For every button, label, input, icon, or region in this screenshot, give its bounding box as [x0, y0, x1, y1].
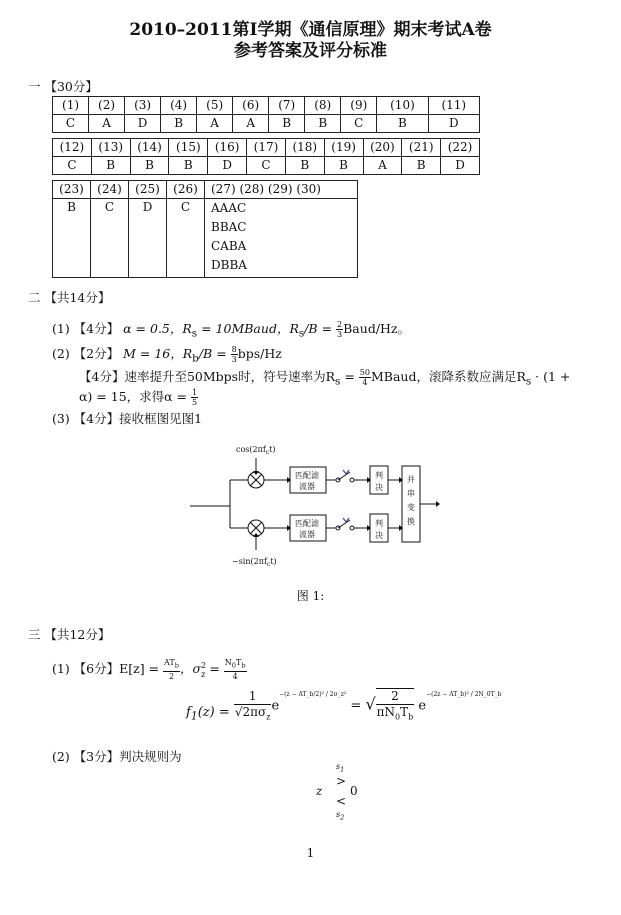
frac-den: $√2\pi\sigma_z$: [234, 704, 271, 721]
q-answer-9: A: [363, 157, 402, 175]
upper-mf-label-2: 波器: [299, 482, 315, 491]
q-label-3: (14): [130, 139, 169, 157]
q-label-7: (7): [269, 97, 305, 115]
sec2-p2b-sub2: s: [525, 375, 532, 388]
title-line-1: 2010–2011第I学期《通信原理》期末考试A卷: [129, 20, 492, 40]
q-answer-2: A: [89, 115, 125, 133]
rule-s1: $s_1$: [336, 762, 345, 774]
q-label-1: (12): [53, 139, 92, 157]
section-1-heading: 一 【30分】: [28, 79, 98, 94]
q27-30-answers: [205, 199, 358, 278]
q-answer-7: B: [269, 115, 305, 133]
frac-num: 2: [376, 689, 415, 705]
eq-frac-1: [234, 689, 272, 724]
sec2-p3-label: (3) 【4分】: [52, 411, 120, 426]
q-label-7: (18): [285, 139, 324, 157]
q-label-6: (17): [247, 139, 286, 157]
q26-answer: C: [167, 199, 205, 278]
q-answer-1: C: [53, 115, 89, 133]
ps-label-2: 串: [407, 489, 415, 498]
sec3-p1-frac1: [163, 658, 180, 681]
q-answer-11: D: [428, 115, 479, 133]
cos-carrier-label: $\cos(2\pi f_ct)$: [236, 445, 276, 456]
q-answer-10: B: [377, 115, 428, 133]
sec2-p1-text-b: = 10MBaud，R: [197, 321, 299, 336]
upper-mf-label-1: 匹配滤: [295, 471, 319, 480]
sec3-part1: [52, 657, 247, 684]
sec2-p2-label: (2) 【2分】: [52, 346, 120, 361]
upper-switch-node-b: [350, 478, 354, 482]
answer-table-3: [52, 180, 358, 278]
q-answer-4: B: [161, 115, 197, 133]
sec3-p1-label: (1) 【6分】: [52, 661, 120, 677]
q-label-4: (4): [161, 97, 197, 115]
frac-num: 1: [192, 388, 198, 397]
sec2-part2: [52, 345, 282, 368]
page-number: 1: [306, 846, 315, 860]
sec3-p2-text: 判决规则为: [119, 749, 182, 764]
sec2-p1-text-c: /B =: [304, 321, 337, 336]
sec3-part2: [52, 748, 182, 766]
sec3-p1-text-a: E[z] =: [119, 661, 164, 677]
section-3-heading: 三 【共12分】: [28, 627, 111, 642]
q-answer-3: B: [130, 157, 169, 175]
q-label-10: (10): [377, 97, 428, 115]
sec2-p3-text: 接收框图见图1: [119, 411, 203, 426]
frac-num: 1: [234, 689, 272, 705]
rule-z: z: [316, 784, 323, 798]
q-label-4: (15): [169, 139, 208, 157]
frac-den: 3: [337, 330, 343, 339]
q-answer-1: C: [53, 157, 92, 175]
sec2-p2c-frac: [191, 388, 198, 407]
frac-den: 3: [231, 355, 237, 364]
q-answer-6: A: [233, 115, 269, 133]
q-answer-5: D: [208, 157, 247, 175]
frac-num: 50: [359, 368, 370, 377]
sin-arrow-head: [253, 533, 259, 537]
q-label-5: (16): [208, 139, 247, 157]
sec2-p2-frac: [231, 345, 238, 364]
sec2-part1: [52, 320, 410, 343]
sin-carrier-label: $-\sin(2\pi f_ct)$: [232, 557, 277, 568]
sec3-p1-text-b: ，σ: [179, 661, 202, 677]
frac-den: 4: [232, 671, 238, 681]
answer-table-1: [52, 96, 480, 133]
sigma-sub: z: [201, 669, 206, 679]
q-label-10: (21): [402, 139, 441, 157]
sec2-p1-sub: s: [191, 327, 198, 340]
figure-caption: 图 1:: [296, 589, 325, 603]
frac-num: 2: [337, 320, 343, 329]
eq-e-2: e: [418, 698, 427, 714]
rule-lt: <: [336, 794, 347, 808]
eq-equals: =: [346, 698, 366, 714]
sec2-p2b-frac: [359, 368, 371, 387]
q24-label: (24): [91, 181, 129, 199]
lower-mf-label-1: 匹配滤: [295, 519, 319, 528]
sigma-sup: 2: [201, 661, 207, 670]
sec2-p2b-text-b: =: [340, 369, 359, 384]
rule-zero: 0: [350, 784, 358, 798]
q24-answer: C: [91, 199, 129, 278]
sec3-p2-label: (2) 【3分】: [52, 749, 120, 764]
sec2-p1-text-a: α = 0.5，R: [123, 321, 192, 336]
lower-decision-label-1: 判: [375, 519, 383, 528]
lower-sampler-switch: [338, 520, 350, 528]
sec2-p2-text-a: M = 16，R: [123, 346, 193, 361]
frac-den: 2: [168, 671, 175, 681]
q27-answer-row: AAAC: [211, 201, 247, 215]
frac-den: 5: [192, 398, 198, 407]
q-answer-9: C: [341, 115, 377, 133]
q28-answer-row: BBAC: [211, 220, 247, 234]
q-answer-11: D: [441, 157, 480, 175]
q-label-11: (22): [441, 139, 480, 157]
sec3-p1-text-c: =: [205, 661, 224, 677]
ps-label-3: 变: [407, 503, 415, 512]
sec2-p2c-text-a: α) = 15，求得α =: [79, 389, 192, 404]
q-answer-5: A: [197, 115, 233, 133]
ps-label-4: 换: [407, 517, 415, 526]
q-label-11: (11): [428, 97, 479, 115]
q-label-8: (19): [324, 139, 363, 157]
q25-answer: D: [129, 199, 167, 278]
frac-num: $AT_b$: [164, 658, 179, 670]
q-label-5: (5): [197, 97, 233, 115]
sec2-p1-label: (1) 【4分】: [52, 321, 120, 336]
receiver-block-diagram: [190, 440, 440, 575]
q-label-9: (9): [341, 97, 377, 115]
sec2-part3: [52, 410, 202, 428]
q-answer-3: D: [125, 115, 161, 133]
q-label-8: (8): [305, 97, 341, 115]
answer-table-2: [52, 138, 480, 175]
q-label-2: (2): [89, 97, 125, 115]
q29-answer-row: CABA: [211, 239, 247, 253]
frac-num: $N_0T_b$: [224, 658, 246, 670]
eq-exponent-1: −(z − AT_b/2)² / 2σ_z²: [279, 691, 347, 699]
sec2-p2b-sub: s: [335, 375, 341, 388]
q23-label: (23): [53, 181, 91, 199]
q-label-2: (13): [91, 139, 130, 157]
q-answer-2: B: [91, 157, 130, 175]
sec2-part2c: [79, 388, 198, 407]
q-answer-7: B: [285, 157, 324, 175]
output-arrow-head: [436, 501, 440, 507]
q23-answer: B: [53, 199, 91, 278]
ps-label-1: 并: [407, 475, 415, 484]
section-2-heading: 二 【共14分】: [28, 290, 111, 305]
upper-sampler-switch: [338, 472, 350, 480]
q-label-9: (20): [363, 139, 402, 157]
q-answer-10: B: [402, 157, 441, 175]
eq-exponent-2: −(2z − AT_b)² / 2N_0T_b: [426, 691, 502, 699]
sec2-p2b-text-c: MBaud，滚降系数应满足R: [370, 369, 526, 384]
sec2-p2-text-b: /B =: [198, 346, 231, 361]
upper-decision-label-2: 决: [375, 483, 383, 492]
cos-arrow-head: [253, 471, 259, 475]
sec2-p1-text-d: Baud/Hz。: [343, 321, 411, 336]
sec2-p2b-text-d: · (1 +: [531, 369, 571, 384]
sec2-p1-sub2: s: [298, 327, 305, 340]
frac-den: 4: [362, 378, 368, 387]
eq-frac-2: [376, 688, 415, 724]
sec2-p2b-text-a: 速率提升至50Mbps时，符号速率为R: [124, 369, 335, 384]
q-answer-6: C: [247, 157, 286, 175]
q-answer-8: B: [324, 157, 363, 175]
sec3-p1-frac2: [224, 658, 247, 681]
rule-s2: $s_2$: [336, 810, 345, 822]
rule-gt: >: [336, 774, 347, 788]
q-answer-8: B: [305, 115, 341, 133]
q26-label: (26): [167, 181, 205, 199]
sec2-p2b-label: 【4分】: [79, 369, 125, 384]
q-label-1: (1): [53, 97, 89, 115]
sec2-p2-sub: b: [192, 352, 199, 365]
title-line-2: 参考答案及评分标准: [234, 41, 387, 61]
q-answer-4: B: [169, 157, 208, 175]
eq-lhs: $f_1(z)$ =: [186, 704, 234, 723]
q27-30-label: (27) (28) (29) (30): [205, 181, 358, 199]
lower-decision-label-2: 决: [375, 531, 383, 540]
pdf-equation: [186, 688, 501, 732]
lower-switch-node-b: [350, 526, 354, 530]
q-label-3: (3): [125, 97, 161, 115]
sqrt-sign: √: [365, 694, 376, 714]
q25-label: (25): [129, 181, 167, 199]
q-label-6: (6): [233, 97, 269, 115]
frac-den: $\pi N_0T_b$: [376, 705, 414, 722]
sec2-p2-text-c: bps/Hz: [237, 346, 282, 361]
decision-rule: [314, 762, 374, 822]
q30-answer-row: DBBA: [211, 258, 247, 272]
upper-decision-label-1: 判: [375, 471, 383, 480]
frac-num: 8: [231, 345, 237, 354]
eq-e-1: e: [271, 698, 280, 714]
lower-mf-label-2: 波器: [299, 530, 315, 539]
